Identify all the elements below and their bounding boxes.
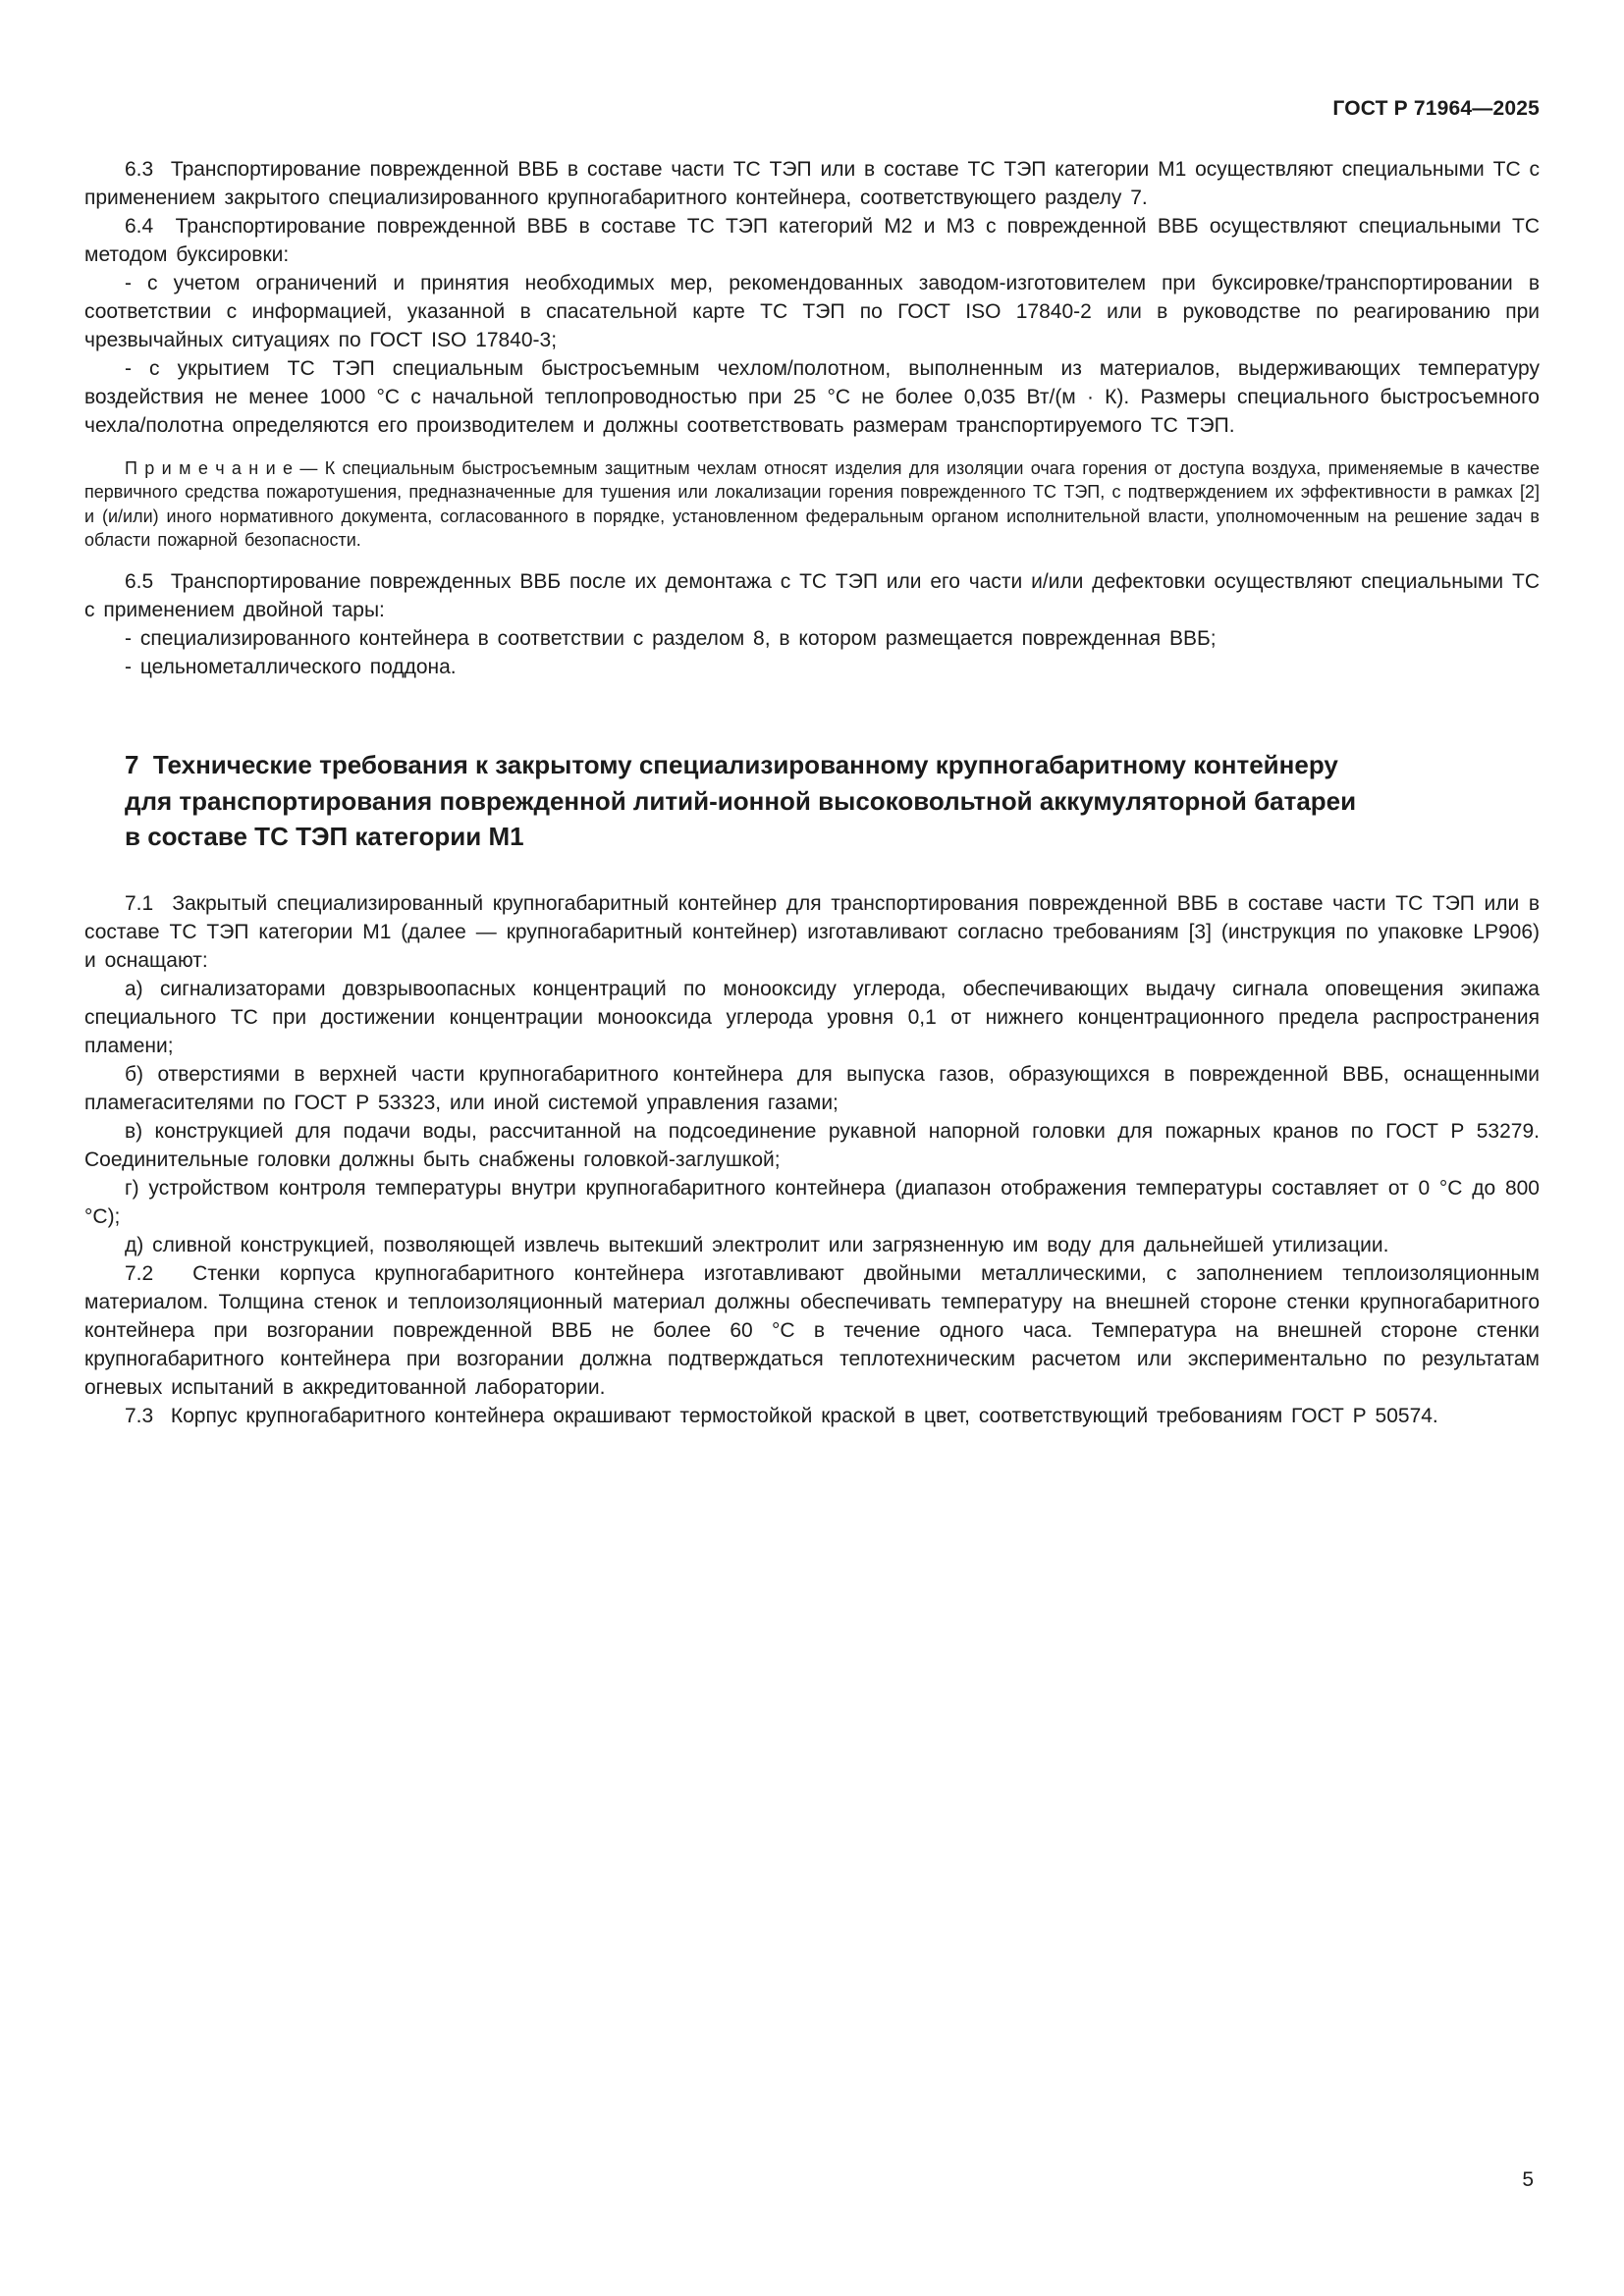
clause-6-5: 6.5 Транспортирование поврежденных ВВБ после их демонтажа с ТС ТЭП или его части и/или дефектовки осуществляют специальными ТС с применением двойной тары: [84,569,1540,621]
clause-7-1-item-d: д) сливной конструкцией, позволяющей извлечь вытекший электролит или загрязненную им воду для дальнейшей утилизации. [125,1233,1389,1256]
clause-7-1-item-v: в) конструкцией для подачи воды, рассчитанной на подсоединение рукавной напорной головки для пожарных кранов по ГОСТ Р 53279. Соединительные головки должны быть снабжены головкой-заглушкой; [84,1120,1540,1172]
document-body [84,156,1540,1431]
clause-7-3: 7.3 Корпус крупногабаритного контейнера окрашивают термостойкой краской в цвет, соответствующий требованиям ГОСТ Р 50574. [125,1404,1438,1427]
clause-6-5-item-1: - специализированного контейнера в соответствии с разделом 8, в котором размещается поврежденная ВВБ; [125,626,1217,650]
standard-code: ГОСТ Р 71964—2025 [1332,97,1540,120]
clause-7-1-item-g: г) устройством контроля температуры внутри крупногабаритного контейнера (диапазон отображения температуры составляет от 0 °С до 800 °С); [84,1177,1540,1228]
clause-7-1-item-a: а) сигнализаторами довзрывоопасных концентраций по монооксиду углерода, обеспечивающих выдачу сигнала оповещения экипажа специального ТС при достижении концентрации монооксида углерода уровня 0,1 от нижнего концентрационного предела распространения пламени; [84,978,1540,1058]
clause-6-4: 6.4 Транспортирование поврежденной ВВБ в составе ТС ТЭП категорий М2 и М3 с поврежденной ВВБ осуществляют специальными ТС методом буксировки: [84,215,1540,267]
clause-6-4-item-1: - с учетом ограничений и принятия необходимых мер, рекомендованных заводом-изготовителем при буксировке/транспортировании в соответствии с информацией, указанной в спасательной карте ТС ТЭП по ГОСТ ISO 17840-2 или в руководстве по реагированию при чрезвычайных ситуациях по ГОСТ ISO 17840-3; [84,272,1540,351]
clause-7-1-item-b: б) отверстиями в верхней части крупногабаритного контейнера для выпуска газов, образующихся в поврежденной ВВБ, оснащенными пламегасителями по ГОСТ Р 53323, или иной системой управления газами; [84,1063,1540,1115]
clause-6-4-item-2: - с укрытием ТС ТЭП специальным быстросъемным чехлом/полотном, выполненным из материалов, выдерживающих температуру воздействия не менее 1000 °С с начальной теплопроводностью при 25 °С не более 0,035 Вт/(м · К). Размеры специального быстросъемного чехла/полотна определяются его производителем и должны соответствовать размерам транспортируемого ТС ТЭП. [84,356,1540,437]
clause-7-2: 7.2 Стенки корпуса крупногабаритного контейнера изготавливают двойными металлическими, с заполнением теплоизоляционным материалом. Толщина стенок и теплоизоляционный материал должны обеспечивать температуру на внешней стороне стенки крупногабаритного контейнера при возгорании поврежденной ВВБ не более 60 °С в течение одного часа. Температура на внешней стороне стенки крупногабаритного контейнера при возгорании должна подтверждаться теплотехническим расчетом или экспериментально по результатам огневых испытаний в аккредитованной лаборатории. [84,1261,1540,1399]
page-header [84,96,1540,121]
page-number: 5 [1522,2168,1534,2191]
clause-6-3: 6.3 Транспортирование поврежденной ВВБ в составе части ТС ТЭП или в составе ТС ТЭП категории М1 осуществляют специальными ТС с применением закрытого специализированного крупногабаритного контейнера, соответствующего разделу 7. [84,158,1540,210]
clause-6-5-item-2: - цельнометаллического поддона. [125,655,457,678]
note: П р и м е ч а н и е — К специальным быстросъемным защитным чехлам относят изделия для изоляции очага горения от доступа воздуха, применяемые в качестве первичного средства пожаротушения, предназначенные для тушения или локализации горения поврежденного ТС ТЭП, с подтверждением их эффективности в рамках [2] и (и/или) иного нормативного документа, согласованного в порядке, установленном федеральным органом исполнительной власти, уполномоченным на решение задач в области пожарной безопасности. [84,457,1540,551]
section-7-heading: 7 Технические требования к закрытому специализированному крупногабаритному контейнеру для транспортирования поврежденной литий-ионной высоковольтной аккумуляторной батареи в составе ТС ТЭП категории М1 [125,749,1357,852]
clause-7-1: 7.1 Закрытый специализированный крупногабаритный контейнер для транспортирования поврежденной ВВБ в составе части ТС ТЭП или в составе ТС ТЭП категории М1 (далее — крупногабаритный контейнер) изготавливают согласно требованиям [3] (инструкция по упаковке LP906) и оснащают: [84,892,1540,973]
